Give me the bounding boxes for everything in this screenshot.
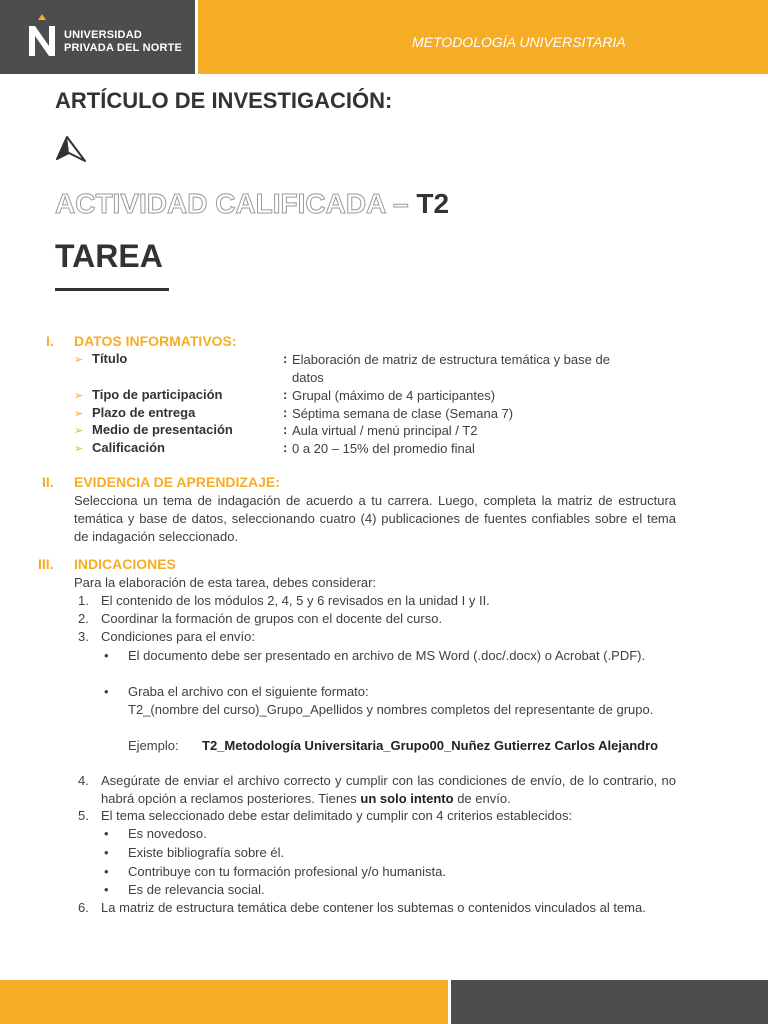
- section-title: EVIDENCIA DE APRENDIZAJE:: [74, 474, 280, 490]
- field-colon: :: [283, 351, 288, 366]
- paragraph: Para la elaboración de esta tarea, debes considerar:: [74, 575, 377, 590]
- section-number: I.: [46, 333, 54, 349]
- criteria-item: Es de relevancia social.: [128, 882, 265, 897]
- section-title: DATOS INFORMATIVOS:: [74, 333, 237, 349]
- section-number: III.: [38, 556, 54, 572]
- field-label: Calificación: [92, 440, 165, 455]
- field-value: Elaboración de matriz de estructura temática y base de datos: [292, 352, 610, 385]
- example-label: Ejemplo:: [128, 738, 179, 753]
- field-label: Tipo de participación: [92, 387, 223, 402]
- list-number: 1.: [78, 593, 89, 608]
- activity-heading: [55, 188, 449, 220]
- field-value: Grupal (máximo de 4 participantes): [292, 388, 496, 403]
- course-title: METODOLOGÍA UNIVERSITARIA: [412, 34, 626, 50]
- task-underline: [55, 288, 169, 291]
- activity-code: T2: [416, 188, 450, 219]
- criteria-item: Es novedoso.: [128, 826, 207, 841]
- field-label: Plazo de entrega: [92, 405, 196, 420]
- list-item: La matriz de estructura temática debe contener los subtemas o contenidos vinculados al tema.: [101, 900, 646, 915]
- task-label: TAREA: [55, 238, 163, 274]
- compass-arrow-icon: [54, 135, 88, 165]
- arrow-bullet-icon: ➢: [74, 390, 84, 402]
- field-label: Título: [92, 351, 128, 366]
- example-value: T2_Metodología Universitaria_Grupo00_Nuñez Gutierrez Carlos Alejandro: [202, 738, 659, 753]
- section-number: II.: [42, 474, 54, 490]
- list-number: 4.: [78, 773, 89, 788]
- field-colon: :: [283, 440, 288, 455]
- list-item: El documento debe ser presentado en archivo de MS Word (.doc/.docx) o Acrobat (.PDF).: [128, 648, 646, 663]
- file-format: T2_(nombre del curso)_Grupo_Apellidos y nombres completos del representante de grupo.: [128, 702, 654, 717]
- list-item-emphasis: un solo intento: [360, 791, 454, 806]
- field-colon: :: [283, 387, 288, 402]
- criteria-item: Contribuye con tu formación profesional y/o humanista.: [128, 864, 446, 879]
- arrow-bullet-icon: ➢: [74, 408, 84, 420]
- criteria-item: Existe bibliografía sobre él.: [128, 845, 285, 860]
- arrow-bullet-icon: ➢: [74, 354, 84, 366]
- list-item-text: de envío.: [453, 791, 511, 806]
- field-label: Medio de presentación: [92, 422, 233, 437]
- section-title: INDICACIONES: [74, 556, 176, 572]
- list-item: Graba el archivo con el siguiente formato:: [128, 684, 369, 699]
- bullet-icon: •: [104, 826, 109, 841]
- logo-block: [0, 0, 195, 74]
- list-item: Coordinar la formación de grupos con el docente del curso.: [101, 611, 443, 626]
- footer-bar-yellow: [0, 980, 448, 1024]
- university-logo-icon: [26, 14, 58, 58]
- field-value: 0 a 20 – 15% del promedio final: [292, 441, 475, 456]
- list-item: [101, 772, 676, 808]
- page-title: ARTÍCULO DE INVESTIGACIÓN:: [55, 88, 393, 113]
- list-number: 5.: [78, 808, 89, 823]
- list-item: El tema seleccionado debe estar delimitado y cumplir con 4 criterios establecidos:: [101, 808, 573, 823]
- paragraph: Selecciona un tema de indagación de acuerdo a tu carrera. Luego, completa la matriz de estructura temática y base de datos, seleccionando cuatro (4) publicaciones de fuentes confiables sobre el tema de indagación seleccionado.: [74, 493, 676, 544]
- list-number: 3.: [78, 629, 89, 644]
- bullet-icon: •: [104, 648, 109, 663]
- arrow-bullet-icon: ➢: [74, 425, 84, 437]
- field-value: Séptima semana de clase (Semana 7): [292, 406, 514, 421]
- list-item: El contenido de los módulos 2, 4, 5 y 6 revisados en la unidad I y II.: [101, 593, 490, 608]
- activity-outlined-label: ACTIVIDAD CALIFICADA –: [55, 188, 409, 219]
- bullet-icon: •: [104, 845, 109, 860]
- field-colon: :: [283, 422, 288, 437]
- university-name-line1: UNIVERSIDAD: [64, 29, 142, 41]
- bullet-icon: •: [104, 684, 109, 699]
- field-colon: :: [283, 405, 288, 420]
- list-item: Condiciones para el envío:: [101, 629, 255, 644]
- field-value: Aula virtual / menú principal / T2: [292, 423, 478, 438]
- list-number: 2.: [78, 611, 89, 626]
- list-item-text: Asegúrate de enviar el archivo correcto y cumplir con las condiciones de envío, de lo contrario, no habrá opción a reclamos posteriores. Tienes: [101, 773, 676, 806]
- footer-bar-gray: [451, 980, 768, 1024]
- arrow-bullet-icon: ➢: [74, 443, 84, 455]
- university-name-line2: PRIVADA DEL NORTE: [64, 42, 183, 54]
- list-number: 6.: [78, 900, 89, 915]
- bullet-icon: •: [104, 864, 109, 879]
- bullet-icon: •: [104, 882, 109, 897]
